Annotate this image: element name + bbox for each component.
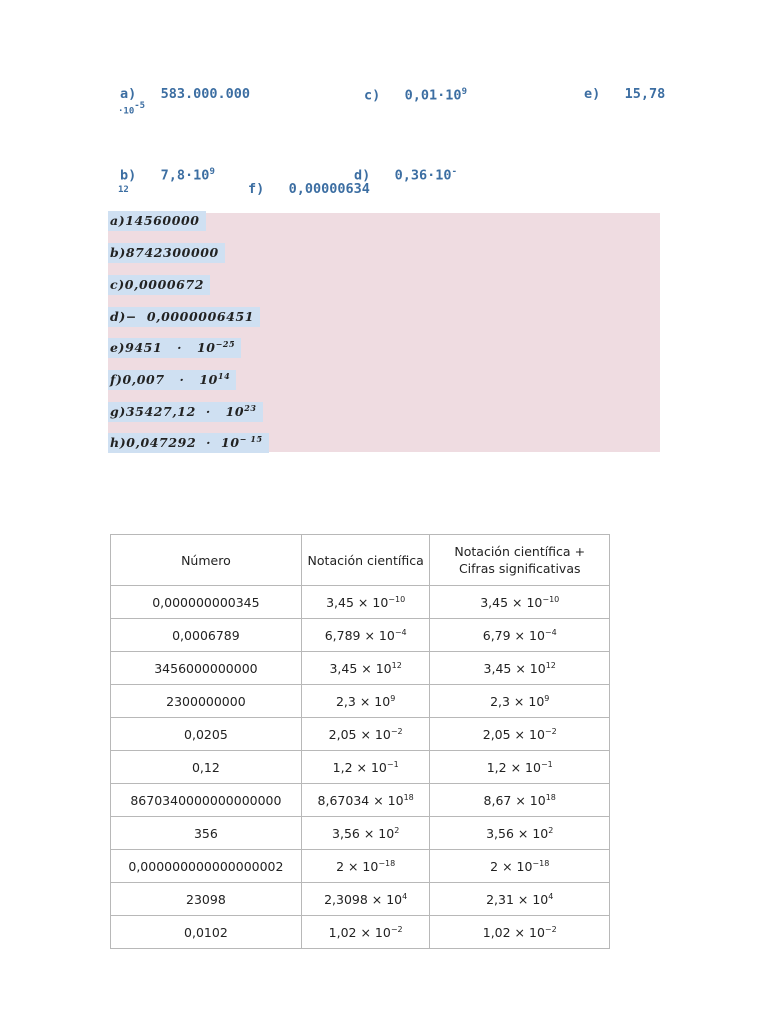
table-row bbox=[111, 784, 610, 817]
cell-scientific: $2,3098 \times 10^4$ bbox=[301, 883, 430, 916]
exercise-e: e) 15,78 bbox=[584, 86, 666, 102]
table-row bbox=[111, 916, 610, 949]
table-row bbox=[111, 817, 610, 850]
table-row bbox=[111, 586, 610, 619]
cell-scientific: $3,56 \times 10^2$ bbox=[301, 817, 430, 850]
scientific-notation-table bbox=[110, 534, 610, 949]
table-row bbox=[111, 652, 610, 685]
table-row bbox=[111, 751, 610, 784]
answer-b: b)8742300000 bbox=[108, 243, 225, 263]
cell-scientific: $3,45 \times 10^{12}$ bbox=[301, 652, 430, 685]
cell-significant: $6,79 \times 10^{-4}$ bbox=[430, 619, 610, 652]
cell-significant: $3,56 \times 10^2$ bbox=[430, 817, 610, 850]
exercise-d: d) 0,36·10- bbox=[354, 167, 457, 184]
cell-scientific: $2,3 \times 10^9$ bbox=[301, 685, 430, 718]
table-row bbox=[111, 850, 610, 883]
cell-significant: $3,45 \times 10^{-10}$ bbox=[430, 586, 610, 619]
cell-scientific: $1,2 \times 10^{-1}$ bbox=[301, 751, 430, 784]
exercise-d-continuation: 12 bbox=[118, 185, 129, 195]
cell-significant: $2,05 \times 10^{-2}$ bbox=[430, 718, 610, 751]
answer-h: $h)0,047292 \cdot 10^{- 15}$ bbox=[108, 433, 269, 453]
answer-a: a)14560000 bbox=[108, 211, 206, 231]
exercise-b: b) $7,8\cdot 10^9$ bbox=[120, 167, 215, 184]
exercise-c: c) $0,01\cdot 10^9$ bbox=[364, 87, 467, 104]
cell-significant: $1,02 \times 10^{-2}$ bbox=[430, 916, 610, 949]
cell-number: 0,12 bbox=[111, 751, 302, 784]
exercise-f: f) 0,00000634 bbox=[248, 181, 370, 197]
cell-number: 0,000000000000000002 bbox=[111, 850, 302, 883]
cell-significant: $8,67 \times 10^{18}$ bbox=[430, 784, 610, 817]
answer-e: e)9451 · $10^{-25}$ bbox=[108, 338, 241, 358]
cell-scientific: $1,02 \times 10^{-2}$ bbox=[301, 916, 430, 949]
table-row bbox=[111, 718, 610, 751]
cell-significant: $2,3 \times 10^9$ bbox=[430, 685, 610, 718]
cell-significant: $1,2 \times 10^{-1}$ bbox=[430, 751, 610, 784]
cell-number: 0,0205 bbox=[111, 718, 302, 751]
cell-significant: $3,45 \times 10^{12}$ bbox=[430, 652, 610, 685]
cell-scientific: $3,45 \times 10^{-10}$ bbox=[301, 586, 430, 619]
table-row bbox=[111, 685, 610, 718]
cell-number: 0,000000000345 bbox=[111, 586, 302, 619]
cell-number: 8670340000000000000 bbox=[111, 784, 302, 817]
header-numero: Número bbox=[111, 535, 302, 586]
cell-significant: $2 \times 10^{-18}$ bbox=[430, 850, 610, 883]
answer-d: d)− 0,0000006451 bbox=[108, 307, 260, 327]
cell-number: 0,0006789 bbox=[111, 619, 302, 652]
cell-significant: $2,31 \times 10^4$ bbox=[430, 883, 610, 916]
cell-scientific: $2,05 \times 10^{-2}$ bbox=[301, 718, 430, 751]
cell-number: 23098 bbox=[111, 883, 302, 916]
cell-number: 2300000000 bbox=[111, 685, 302, 718]
cell-number: 0,0102 bbox=[111, 916, 302, 949]
answer-c: c)0,0000672 bbox=[108, 275, 210, 295]
exercise-a: a) 583.000.000 bbox=[120, 86, 251, 102]
header-notacion: Notación científica bbox=[301, 535, 430, 586]
table-row bbox=[111, 619, 610, 652]
answer-g: g)35427,12 · $10^{23}$ bbox=[108, 402, 263, 422]
exercise-e-continuation: $\cdot 10^{-5}$ bbox=[118, 101, 146, 117]
cell-scientific: $6,789 \times 10^{-4}$ bbox=[301, 619, 430, 652]
table-row bbox=[111, 883, 610, 916]
header-notacion-cifras: Notación científica + Cifras significativas bbox=[430, 535, 610, 586]
cell-number: 356 bbox=[111, 817, 302, 850]
table-body bbox=[111, 586, 610, 949]
answer-f: f)0,007 · $10^{14}$ bbox=[108, 370, 236, 390]
cell-scientific: $8,67034 \times 10^{18}$ bbox=[301, 784, 430, 817]
cell-number: 3456000000000 bbox=[111, 652, 302, 685]
table-header-row bbox=[111, 535, 610, 586]
cell-scientific: $2 \times 10^{-18}$ bbox=[301, 850, 430, 883]
